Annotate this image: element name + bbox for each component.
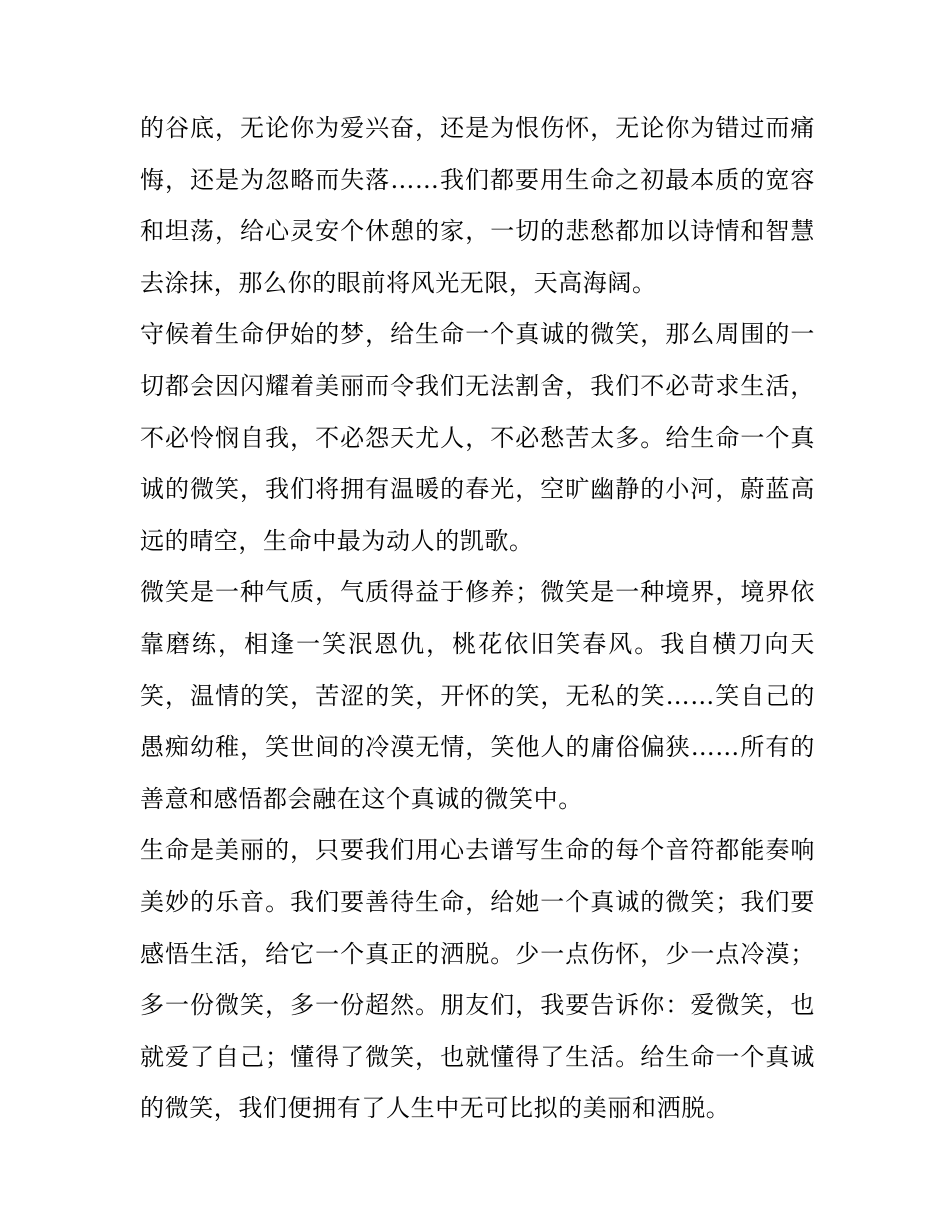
paragraph-4: 生命是美丽的，只要我们用心去谱写生命的每个音符都能奏响美妙的乐音。我们要善待生命，给她一个真诚的微笑；我们要感悟生活，给它一个真正的洒脱。少一点伤怀，少一点冷漠；多一份微笑，多一份超然。朋友们，我要告诉你：爱微笑，也就爱了自己；懂得了微笑，也就懂得了生活。给生命一个真诚的微笑，我们便拥有了人生中无可比拟的美丽和洒脱。 [140,836,815,1123]
paragraph-1: 的谷底，无论你为爱兴奋，还是为恨伤怀，无论你为错过而痛悔，还是为忽略而失落……我们都要用生命之初最本质的宽容和坦荡，给心灵安个休憩的家，一切的悲愁都加以诗情和智慧去涂抹，那么你的眼前将风光无限，天高海阔。 [140,114,815,297]
paragraph-2: 守候着生命伊始的梦，给生命一个真诚的微笑，那么周围的一切都会因闪耀着美丽而令我们无法割舍，我们不必苛求生活，不必怜悯自我，不必怨天尤人，不必愁苦太多。给生命一个真诚的微笑，我们将拥有温暖的春光，空旷幽静的小河，蔚蓝高远的晴空，生命中最为动人的凯歌。 [140,320,815,555]
paragraph-3: 微笑是一种气质，气质得益于修养；微笑是一种境界，境界依靠磨练，相逢一笑泯恩仇，桃花依旧笑春风。我自横刀向天笑，温情的笑，苦涩的笑，开怀的笑，无私的笑……笑自己的愚痴幼稚，笑世间的冷漠无情，笑他人的庸俗偏狭……所有的善意和感悟都会融在这个真诚的微笑中。 [140,578,815,813]
document-body [140,103,815,1135]
